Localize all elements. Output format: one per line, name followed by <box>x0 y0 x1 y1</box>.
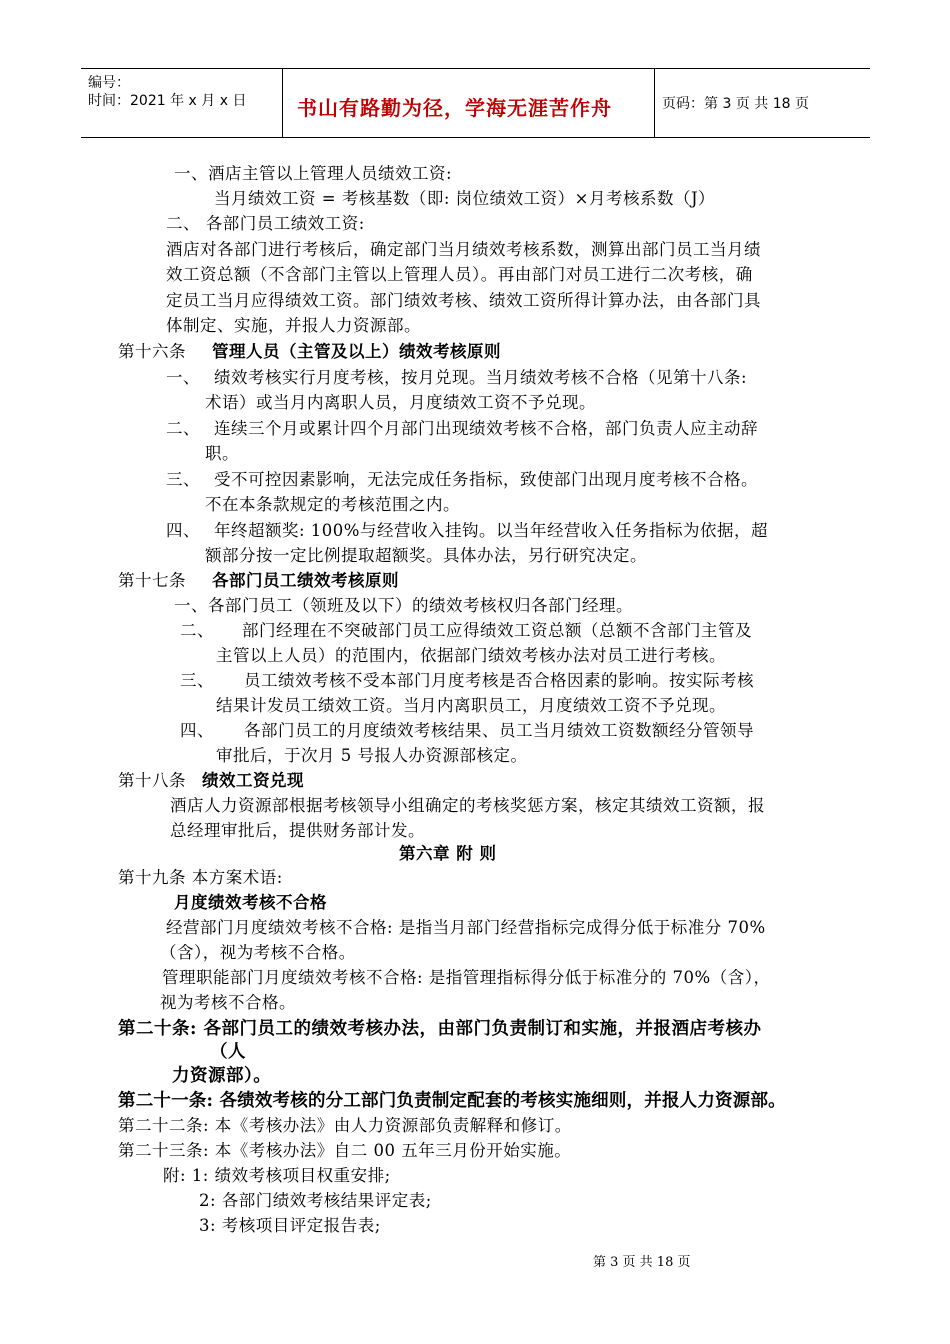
item-number: 三、 <box>166 470 200 489</box>
term-heading: 月度绩效考核不合格 <box>174 893 327 912</box>
item-text: 年终超额奖: 100%与经营收入挂钩。以当年经营收入任务指标为依据，超 <box>214 521 768 540</box>
article-line: （人 <box>210 1042 246 1062</box>
item-number: 四、 <box>166 521 200 540</box>
item-text: 连续三个月或累计四个月部门出现绩效考核不合格，部门负责人应主动辞 <box>214 419 758 438</box>
paragraph-line: 体制定、实施，并报人力资源部。 <box>166 316 421 335</box>
doc-date-label: 时间：2021 年 x 月 x 日 <box>88 93 247 109</box>
item-text: 职。 <box>205 444 239 463</box>
paragraph-line: 效工资总额（不含部门主管以上管理人员）。再由部门对员工进行二次考核，确 <box>166 265 753 284</box>
article-number: 第十八条 <box>118 771 186 790</box>
term-definition: 管理职能部门月度绩效考核不合格: 是指管理指标得分低于标准分的 70%（含）， <box>162 968 771 987</box>
term-definition: 视为考核不合格。 <box>160 993 296 1012</box>
article-line: 第二十条: 各部门员工的绩效考核办法，由部门负责制订和实施，并报酒店考核办 <box>118 1019 762 1039</box>
article-line: 力资源部）。 <box>172 1066 272 1086</box>
header-page-info: 页码：第 3 页 共 18 页 <box>662 96 809 112</box>
appendix-item: 2: 各部门绩效考核结果评定表; <box>199 1191 432 1210</box>
header-divider <box>282 69 283 137</box>
item-text: 一、各部门员工（领班及以下）的绩效考核权归各部门经理。 <box>174 596 633 615</box>
article-number: 第十六条 <box>118 342 186 361</box>
section-heading: 二、 各部门员工绩效工资: <box>166 214 365 233</box>
item-number: 四、 <box>180 721 214 740</box>
footer-page-number: 第 3 页 共 18 页 <box>593 1255 691 1270</box>
item-number: 二、 <box>180 621 214 640</box>
article-line: 第二十二条: 本《考核办法》由人力资源部负责解释和修订。 <box>118 1116 572 1135</box>
item-text: 员工绩效考核不受本部门月度考核是否合格因素的影响。按实际考核 <box>244 671 754 690</box>
item-text: 不在本条款规定的考核范围之内。 <box>205 495 460 514</box>
article-number: 第十七条 <box>118 571 186 590</box>
section-heading: 一、酒店主管以上管理人员绩效工资: <box>174 164 453 183</box>
article-line: 第二十三条: 本《考核办法》自二 00 五年三月份开始实施。 <box>118 1141 572 1160</box>
item-text: 术语）或当月内离职人员，月度绩效工资不予兑现。 <box>205 393 596 412</box>
term-definition: 经营部门月度绩效考核不合格: 是指当月部门经营指标完成得分低于标准分 70% <box>166 918 766 937</box>
paragraph-line: 定员工当月应得绩效工资。部门绩效考核、绩效工资所得计算办法，由各部门具 <box>166 291 761 310</box>
article-line: 第十九条 本方案术语: <box>118 868 283 887</box>
item-number: 三、 <box>180 671 214 690</box>
item-text: 主管以上人员）的范围内，依据部门绩效考核办法对员工进行考核。 <box>216 646 726 665</box>
item-text: 结果计发员工绩效工资。当月内离职员工，月度绩效工资不予兑现。 <box>216 696 726 715</box>
article-line: 第二十一条: 各绩效考核的分工部门负责制定配套的考核实施细则，并报人力资源部。 <box>118 1091 786 1111</box>
item-text: 额部分按一定比例提取超额奖。具体办法，另行研究决定。 <box>205 546 647 565</box>
article-title: 管理人员（主管及以上）绩效考核原则 <box>212 342 501 361</box>
header-motto: 书山有路勤为径，学海无涯苦作舟 <box>297 96 612 120</box>
header-divider <box>654 69 655 137</box>
term-definition: （含），视为考核不合格。 <box>160 943 356 962</box>
item-text: 审批后，于次月 5 号报人办资源部核定。 <box>216 746 528 765</box>
item-text: 各部门员工的月度绩效考核结果、员工当月绩效工资数额经分管领导 <box>244 721 754 740</box>
paragraph-line: 酒店对各部门进行考核后，确定部门当月绩效考核系数，测算出部门员工当月绩 <box>166 240 761 259</box>
article-title: 各部门员工绩效考核原则 <box>212 571 399 590</box>
item-text: 部门经理在不突破部门员工应得绩效工资总额（总额不含部门主管及 <box>242 621 752 640</box>
item-text: 受不可控因素影响，无法完成任务指标，致使部门出现月度考核不合格。 <box>214 470 758 489</box>
item-text: 绩效考核实行月度考核，按月兑现。当月绩效考核不合格（见第十八条: <box>214 368 748 387</box>
item-number: 一、 <box>166 368 200 387</box>
appendix-item: 3: 考核项目评定报告表; <box>199 1216 381 1235</box>
article-title: 绩效工资兑现 <box>202 771 304 790</box>
paragraph-line: 酒店人力资源部根据考核领导小组确定的考核奖惩方案，核定其绩效工资额，报 <box>170 796 765 815</box>
paragraph-line: 总经理审批后，提供财务部计发。 <box>170 821 425 840</box>
chapter-title: 第六章 附 则 <box>399 844 497 863</box>
formula-line: 当月绩效工资 = 考核基数（即: 岗位绩效工资）×月考核系数（J） <box>214 189 716 208</box>
doc-number-label: 编号： <box>88 75 130 91</box>
appendix-item: 附: 1: 绩效考核项目权重安排; <box>163 1166 391 1185</box>
item-number: 二、 <box>166 419 200 438</box>
